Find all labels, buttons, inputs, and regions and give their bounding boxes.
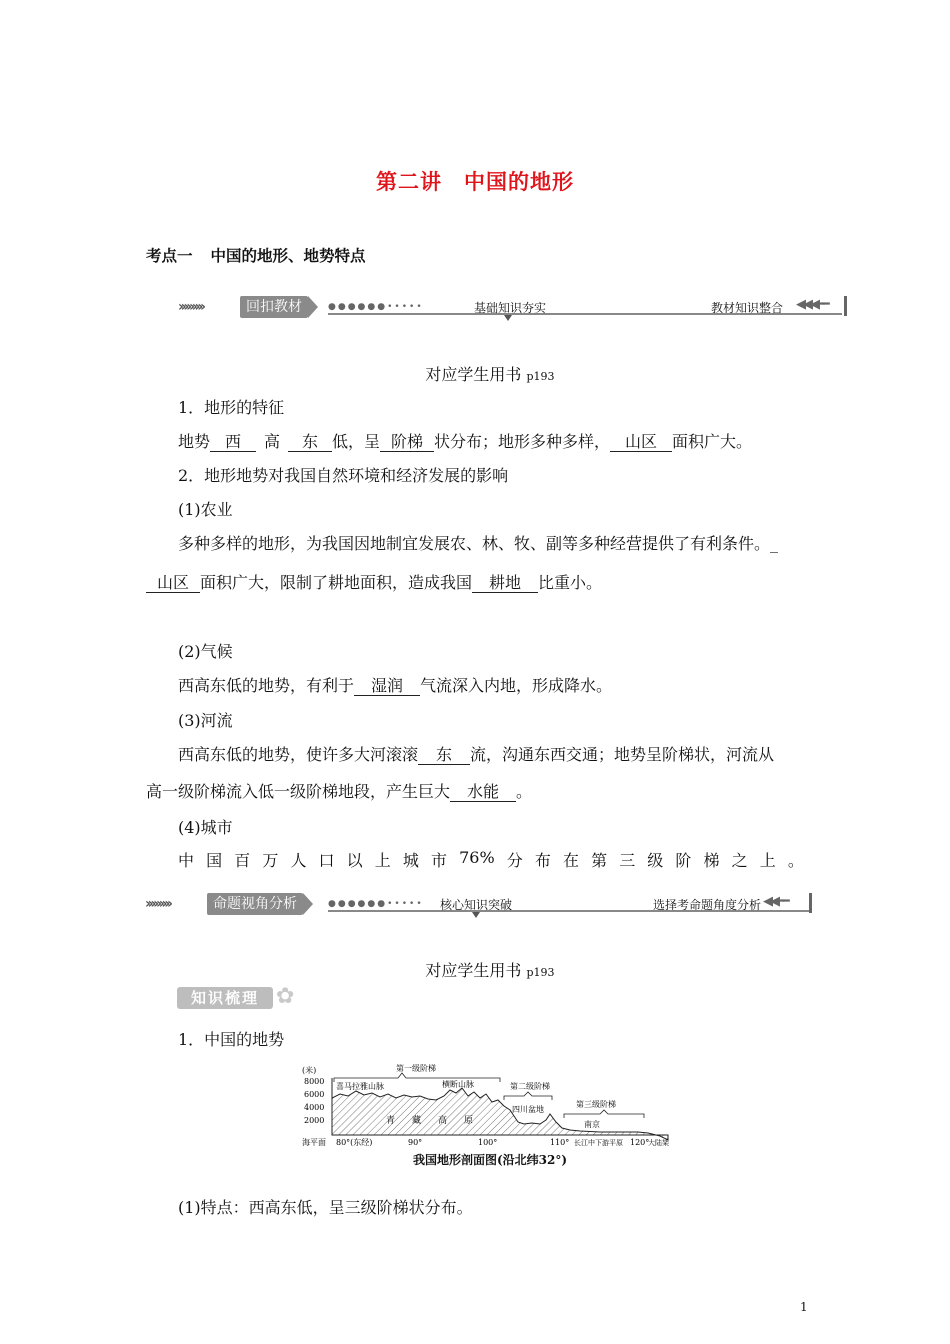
y-tick: 6000 (304, 1090, 325, 1099)
char: 上 (374, 851, 391, 870)
x-tick: 90° (408, 1138, 423, 1147)
char: 中 (178, 851, 195, 870)
title-lecture: 第二讲 (376, 169, 442, 194)
step3-label: 第三级阶梯 (576, 1100, 616, 1109)
agri-line1 (178, 531, 778, 554)
dots-icon: ●●●●●●••••• (328, 899, 424, 909)
agri-heading: (1)农业 (178, 500, 233, 519)
char: 万 (262, 851, 279, 870)
reference-text: 对应学生用书 (425, 365, 527, 384)
section-label: 考点一 (146, 246, 193, 265)
chevrons-icon: ››››››››› (178, 299, 203, 315)
text: 面积广大，限制了耕地面积，造成我国 (200, 573, 473, 592)
step1-label: 第一级阶梯 (396, 1064, 436, 1073)
section-name: 中国的地形、地势特点 (210, 246, 366, 265)
y-unit: (米) (302, 1066, 317, 1075)
q3-heading: 1．中国的地势 (178, 1030, 285, 1049)
char: 以 (346, 851, 363, 870)
text: 多种多样的地形，为我国因地制宜发展农、林、牧、副等多种经营提供了有利条件。 (178, 534, 771, 553)
agri-line2 (146, 570, 602, 593)
blank-answer: 耕地 (472, 574, 538, 593)
char: 布 (534, 851, 551, 870)
x-tick: 120° (630, 1138, 650, 1147)
text: 西高东低的地势，使许多大河滚滚 (178, 745, 419, 764)
step2-label: 第二级阶梯 (510, 1082, 550, 1091)
chevrons-icon: ››››››››› (145, 896, 170, 912)
terrain-label: 原 (464, 1116, 474, 1126)
terrain-feature-line (178, 429, 752, 452)
q2-heading: 2．地形地势对我国自然环境和经济发展的影响 (178, 466, 509, 485)
char: 口 (318, 851, 335, 870)
banner-right: 选择考命题角度分析 (653, 898, 762, 912)
dots-icon: ●●●●●●••••• (328, 302, 424, 312)
reference-text: 对应学生用书 (425, 961, 527, 980)
step1-bracket (334, 1073, 500, 1082)
text: _ (770, 534, 779, 553)
reference-line-2 (0, 958, 950, 981)
text: 比重小。 (538, 573, 603, 592)
banner-right: 教材知识整合 (711, 301, 784, 315)
char: 百 (234, 851, 251, 870)
reference-page: p193 (526, 370, 555, 383)
text: 气流深入内地，形成降水。 (420, 676, 613, 695)
back-arrow-icon: ◀◀━━ (763, 894, 787, 909)
char: 阶 (675, 851, 692, 870)
char: 。 (787, 851, 804, 870)
blank-answer: 山区 (146, 574, 200, 593)
flower-icon: ✿ (276, 984, 295, 1009)
terrain-label: 高 (438, 1116, 448, 1126)
x-tick: 100° (478, 1138, 498, 1147)
text: 面积广大。 (672, 432, 753, 451)
terrain-label: 青 (386, 1116, 396, 1126)
blank-answer: 东 (418, 746, 470, 765)
text: 地势 (178, 432, 211, 451)
q1-heading: 1．地形的特征 (178, 398, 285, 417)
terrain-label: 南京 (584, 1120, 600, 1129)
blank-answer: 水能 (450, 783, 516, 802)
blank-answer: 山区 (610, 433, 672, 452)
page-number: 1 (800, 1300, 808, 1314)
knowledge-badge: 知识梳理 (177, 987, 273, 1009)
y-tick: 8000 (304, 1077, 325, 1086)
char: 人 (290, 851, 307, 870)
title-topic: 中国的地形 (464, 169, 574, 194)
river-heading: (3)河流 (178, 711, 233, 730)
section-heading (146, 244, 366, 266)
blank-answer: 湿润 (354, 677, 420, 696)
banner-end (809, 893, 812, 913)
banner-tag: 回扣教材 (240, 296, 308, 318)
terrain-label: 大陆架 (648, 1139, 669, 1147)
figure-caption: 我国地形剖面图(沿北纬32°) (412, 1153, 568, 1167)
text: 西高东低的地势，有利于 (178, 676, 355, 695)
text: 状分布；地形多种多样， (434, 432, 611, 451)
banner-middle: 基础知识夯实 (474, 301, 547, 315)
y-tick: 4000 (304, 1103, 325, 1112)
terrain-profile-svg (300, 1060, 680, 1152)
page-title (0, 166, 950, 196)
text: 流，沟通东西交通；地势呈阶梯状，河流从 (470, 745, 775, 764)
city-line (178, 848, 804, 871)
char: 上 (759, 851, 776, 870)
river-line1 (178, 742, 774, 765)
step2-bracket (504, 1092, 552, 1100)
banner-review (178, 296, 848, 320)
back-arrow-icon: ◀◀◀━━ (796, 297, 827, 312)
banner-end (844, 296, 847, 316)
text: 高一级阶梯流入低一级阶梯地段，产生巨大 (146, 782, 451, 801)
text: 。 (516, 782, 533, 801)
x-tick: 80°(东经) (336, 1138, 373, 1147)
char: 国 (206, 851, 223, 870)
climate-heading: (2)气候 (178, 642, 233, 661)
char: 在 (562, 851, 579, 870)
char: 分 (506, 851, 523, 870)
banner-analysis (145, 893, 815, 917)
banner-tag: 命题视角分析 (207, 893, 303, 915)
char: 之 (731, 851, 748, 870)
char: 76% (459, 848, 495, 867)
char: 城 (402, 851, 419, 870)
char: 级 (647, 851, 664, 870)
city-heading: (4)城市 (178, 818, 233, 837)
terrain-label: 喜马拉雅山脉 (336, 1082, 384, 1091)
pointer-icon (472, 912, 480, 918)
terrain-label: 横断山脉 (442, 1080, 474, 1089)
feature-text: (1)特点：西高东低，呈三级阶梯状分布。 (178, 1198, 473, 1217)
char: 三 (619, 851, 636, 870)
char: 第 (591, 851, 608, 870)
blank-answer: 东 (288, 433, 332, 452)
reference-line (0, 362, 950, 385)
char: 市 (430, 851, 447, 870)
text: 高 (264, 432, 281, 451)
terrain-label: 藏 (412, 1116, 422, 1126)
blank-answer: 阶梯 (380, 433, 434, 452)
terrain-label: 长江中下游平原 (574, 1139, 623, 1147)
x-tick: 110° (550, 1138, 570, 1147)
char: 梯 (703, 851, 720, 870)
banner-middle: 核心知识突破 (440, 898, 513, 912)
pointer-icon (504, 315, 512, 321)
y-tick: 2000 (304, 1116, 325, 1125)
terrain-label: 四川盆地 (512, 1105, 544, 1114)
climate-line (178, 673, 612, 696)
text: 低，呈 (332, 432, 381, 451)
sea-level-label: 海平面 (302, 1138, 326, 1147)
reference-page: p193 (526, 966, 555, 979)
river-line2 (146, 779, 532, 802)
blank-answer: 西 (210, 433, 256, 452)
step3-bracket (564, 1110, 644, 1118)
